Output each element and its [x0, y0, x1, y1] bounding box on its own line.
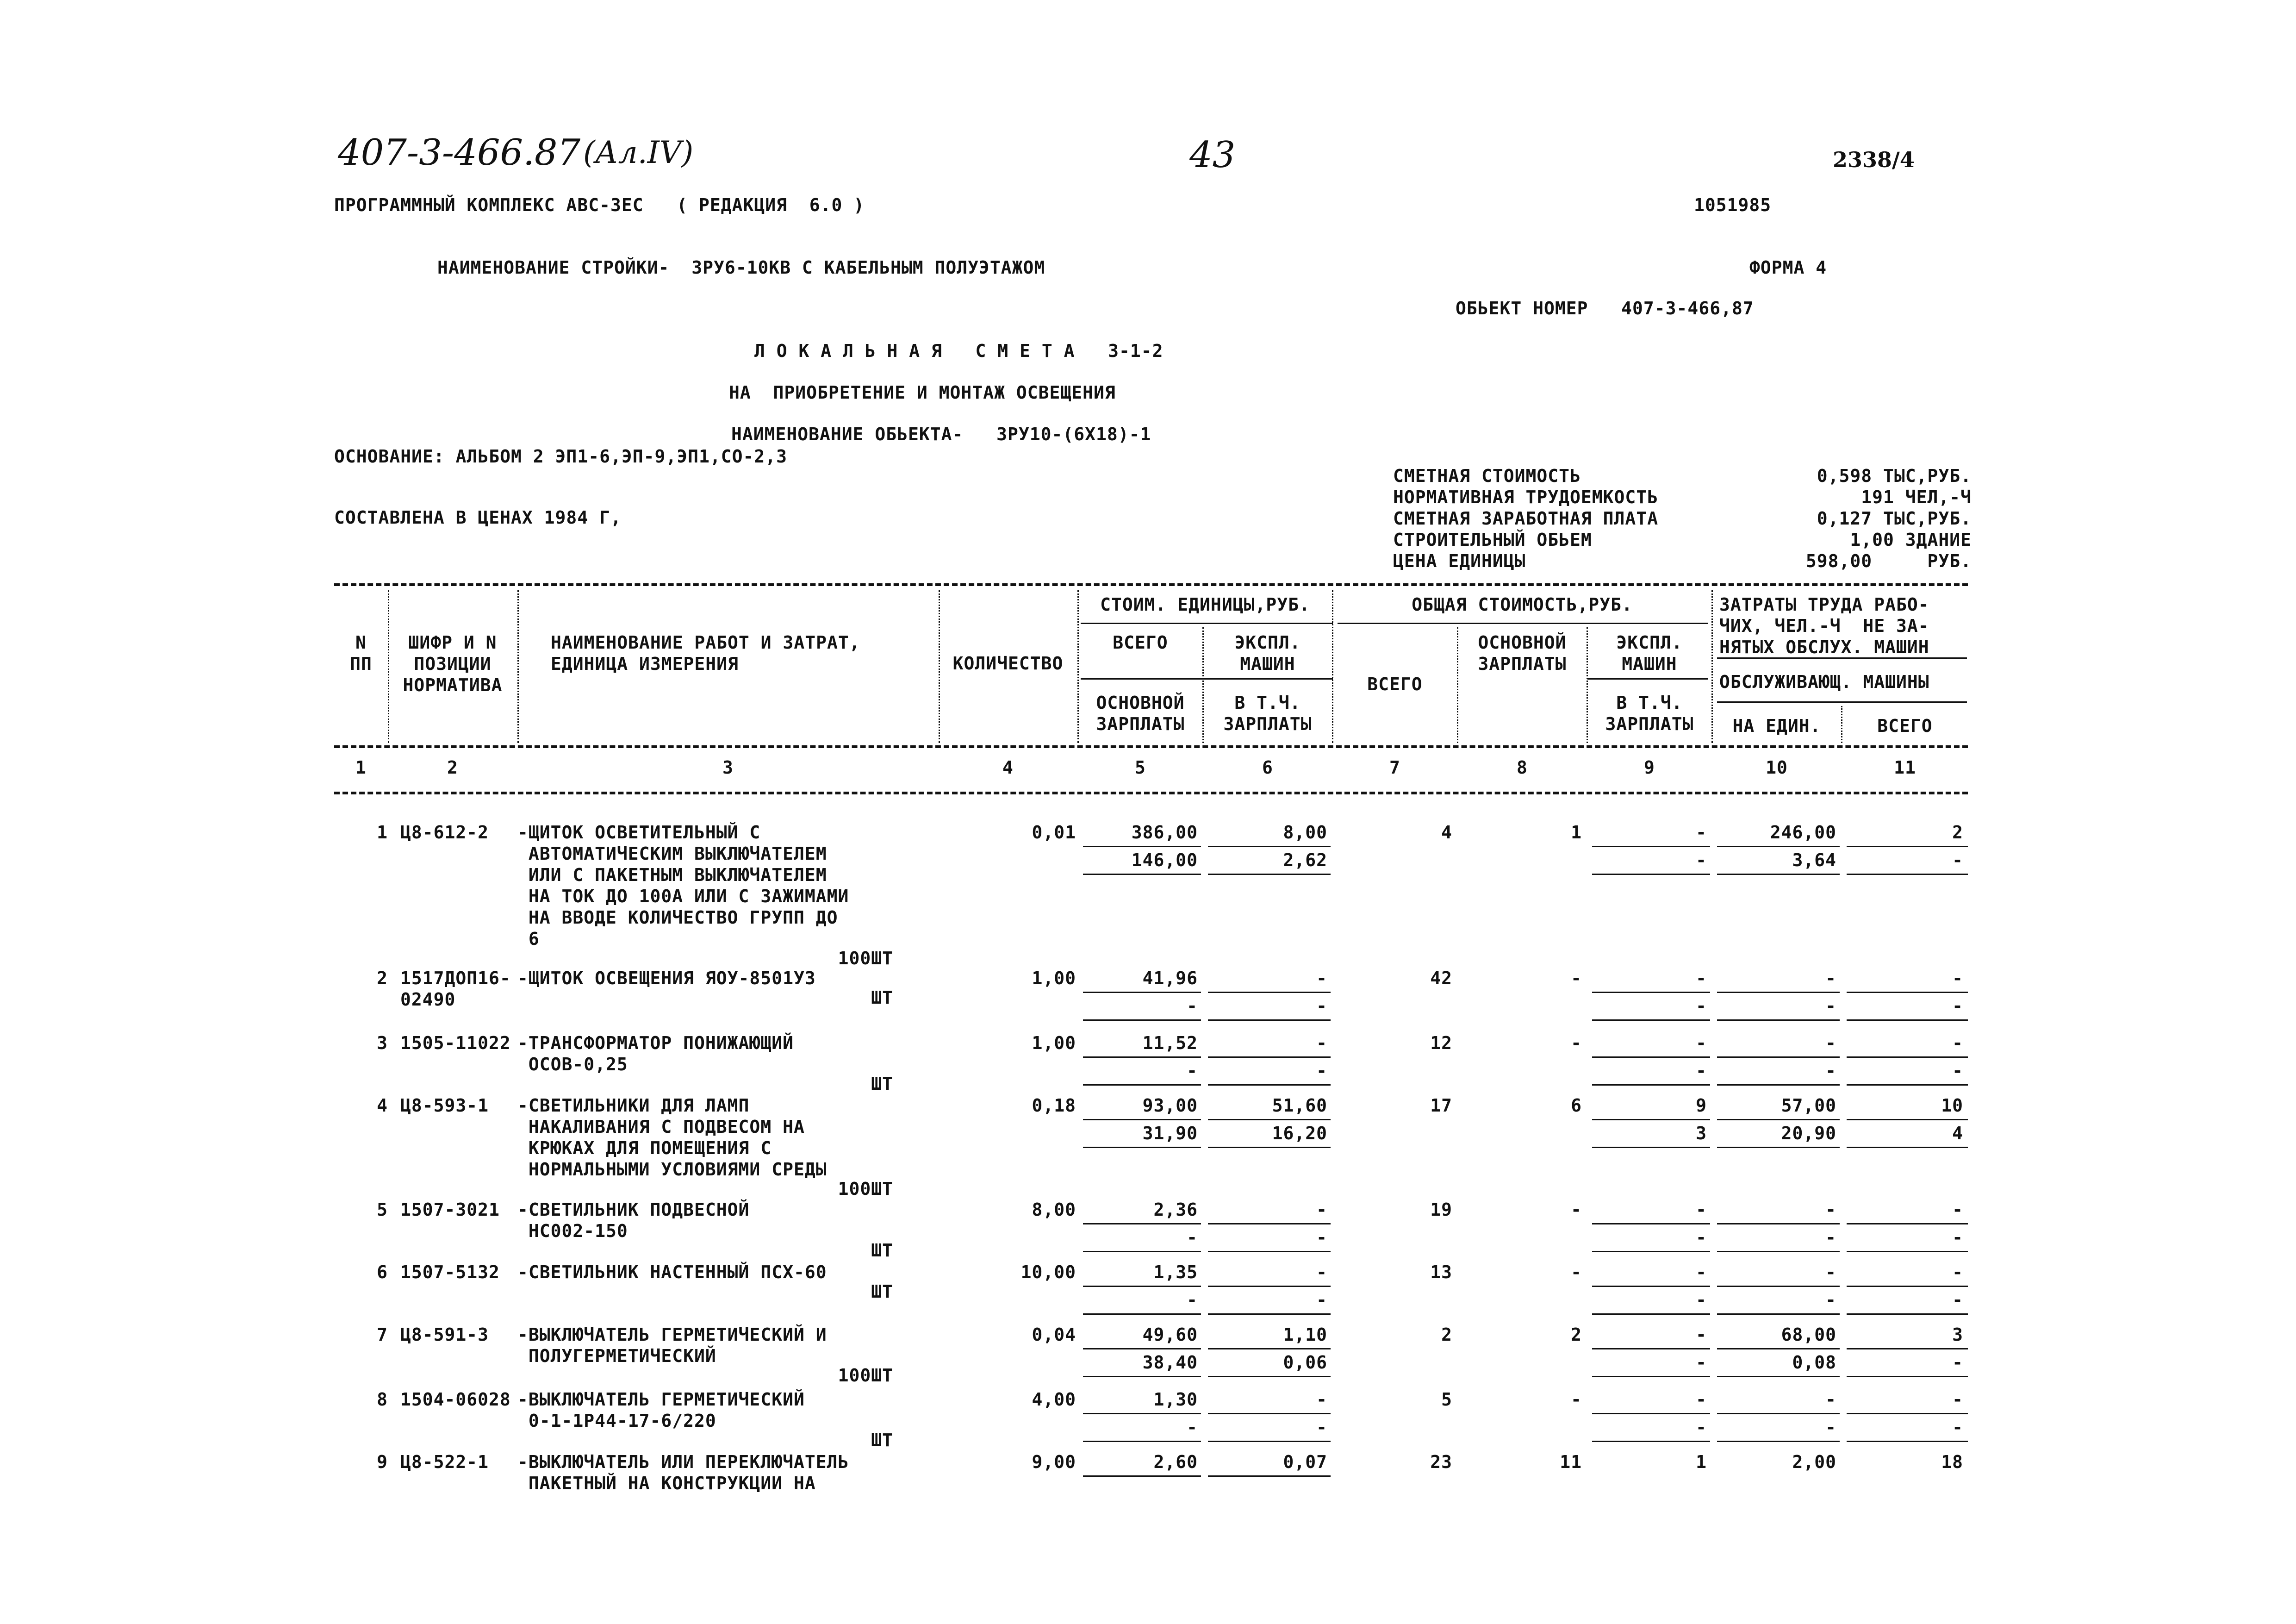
cell-rule: [1847, 846, 1968, 847]
column-number: 8: [1517, 757, 1528, 778]
album-number-handwritten: (Ал.IV): [583, 135, 694, 170]
row-description: -ТРАНСФОРМАТОР ПОНИЖАЮЩИЙ ОСОВ-0,25: [517, 1033, 794, 1074]
row-c9: -: [1696, 1262, 1707, 1282]
group-rule: [1587, 678, 1708, 680]
row-c6: -: [1316, 1389, 1327, 1410]
row-description: -ВЫКЛЮЧАТЕЛЬ ИЛИ ПЕРЕКЛЮЧАТЕЛЬ ПАКЕТНЫЙ НА КОНСТРУКЦИИ НА: [517, 1452, 849, 1493]
row-c10b: 0,08: [1792, 1352, 1836, 1373]
summary-label: НОРМАТИВНАЯ ТРУДОЕМКОСТЬ: [1393, 487, 1659, 507]
column-number: 9: [1644, 757, 1655, 778]
row-c6b: -: [1316, 1227, 1327, 1248]
row-c5b: -: [1187, 1061, 1198, 1081]
row-c8: -: [1571, 1389, 1582, 1410]
cell-rule: [1592, 1056, 1710, 1058]
header-labor-service: ОБСЛУЖИВАЮЩ. МАШИНЫ: [1719, 672, 1929, 692]
header-bottom-rule: [334, 745, 1968, 748]
row-c10: -: [1825, 1033, 1836, 1053]
summary-value: 0,127 ТЫС,РУБ.: [1817, 508, 1972, 529]
row-code: 1505-11022: [400, 1033, 511, 1053]
row-c7: 2: [1441, 1324, 1452, 1345]
header-total-all: ВСЕГО: [1367, 674, 1423, 694]
row-c5: 41,96: [1142, 968, 1198, 988]
header-col-2: ШИФР И N ПОЗИЦИИ НОРМАТИВА: [403, 632, 503, 695]
row-c10: 246,00: [1770, 822, 1836, 843]
row-number: 3: [377, 1033, 388, 1053]
cell-rule: [1717, 992, 1840, 993]
cell-rule: [1592, 1223, 1710, 1224]
column-number: 11: [1894, 757, 1916, 778]
row-quantity: 4,00: [1032, 1389, 1076, 1410]
group-rule: [1717, 701, 1967, 703]
group-rule: [1081, 623, 1333, 624]
row-code: Ц8-593-1: [400, 1095, 489, 1116]
row-c10b: -: [1825, 1227, 1836, 1248]
row-c6b: -: [1316, 996, 1327, 1016]
document-subtitle: НА ПРИОБРЕТЕНИЕ И МОНТАЖ ОСВЕЩЕНИЯ: [729, 382, 1116, 403]
cell-rule: [1083, 1147, 1201, 1148]
row-c9b: -: [1696, 996, 1707, 1016]
summary-label: СМЕТНАЯ ЗАРАБОТНАЯ ПЛАТА: [1393, 508, 1659, 529]
row-c5: 49,60: [1142, 1324, 1198, 1345]
row-number: 8: [377, 1389, 388, 1410]
row-c11: 2: [1952, 822, 1963, 843]
cell-rule: [1847, 1251, 1968, 1252]
row-c6: 1,10: [1283, 1324, 1327, 1345]
cell-rule: [1208, 1313, 1331, 1315]
header-col-1: N ПП: [350, 632, 372, 674]
row-c5: 11,52: [1142, 1033, 1198, 1053]
form-number: ФОРМА 4: [1749, 257, 1827, 278]
cell-rule: [1083, 1313, 1201, 1315]
row-c6b: -: [1316, 1290, 1327, 1310]
row-c8: 1: [1571, 822, 1582, 843]
cell-rule: [1717, 1313, 1840, 1315]
row-c11b: -: [1952, 1061, 1963, 1081]
row-c11: -: [1952, 1199, 1963, 1220]
row-c9: -: [1696, 1199, 1707, 1220]
row-unit: 100ШТ: [838, 1365, 893, 1386]
row-description: -ВЫКЛЮЧАТЕЛЬ ГЕРМЕТИЧЕСКИЙ И ПОЛУГЕРМЕТИЧЕСКИЙ: [517, 1324, 827, 1366]
row-description: -ВЫКЛЮЧАТЕЛЬ ГЕРМЕТИЧЕСКИЙ 0-1-1Р44-17-6/220: [517, 1389, 805, 1431]
row-c5b: -: [1187, 1227, 1198, 1248]
row-c9b: -: [1696, 850, 1707, 870]
row-c8: 11: [1560, 1452, 1582, 1472]
row-c6b: 2,62: [1283, 850, 1327, 870]
cell-rule: [1208, 1441, 1331, 1442]
row-c8: 2: [1571, 1324, 1582, 1345]
row-quantity: 1,00: [1032, 1033, 1076, 1053]
row-quantity: 10,00: [1020, 1262, 1076, 1282]
cell-rule: [1208, 1119, 1331, 1120]
cell-rule: [1847, 874, 1968, 875]
cell-rule: [1717, 846, 1840, 847]
summary-value: 191 ЧЕЛ,-Ч: [1861, 487, 1972, 507]
row-c11b: -: [1952, 1290, 1963, 1310]
header-labor-unit: НА ЕДИН.: [1732, 716, 1821, 736]
column-number: 5: [1135, 757, 1146, 778]
cell-rule: [1717, 1251, 1840, 1252]
cell-rule: [1592, 1084, 1710, 1086]
row-c11: -: [1952, 968, 1963, 988]
row-c10b: -: [1825, 996, 1836, 1016]
row-unit: ШТ: [871, 1074, 893, 1094]
cell-rule: [1208, 1084, 1331, 1086]
row-number: 9: [377, 1452, 388, 1472]
row-unit: ШТ: [871, 1430, 893, 1450]
cell-rule: [1847, 1119, 1968, 1120]
cell-rule: [1717, 1286, 1840, 1287]
summary-label: СТРОИТЕЛЬНЫЙ ОБЬЕМ: [1393, 530, 1592, 550]
row-c6b: 0,06: [1283, 1352, 1327, 1373]
cell-rule: [1208, 1147, 1331, 1148]
row-c5: 93,00: [1142, 1095, 1198, 1116]
row-c8: -: [1571, 1033, 1582, 1053]
row-c11b: -: [1952, 1227, 1963, 1248]
row-c5b: -: [1187, 1417, 1198, 1437]
row-c6: -: [1316, 1033, 1327, 1053]
row-c9: -: [1696, 968, 1707, 988]
row-description: -ЩИТОК ОСВЕЩЕНИЯ ЯОУ-8501УЗ: [517, 968, 816, 988]
cell-rule: [1847, 1286, 1968, 1287]
row-c5b: -: [1187, 1290, 1198, 1310]
row-code: 1507-5132: [400, 1262, 500, 1282]
row-quantity: 0,04: [1032, 1324, 1076, 1345]
row-c9: -: [1696, 1324, 1707, 1345]
row-c11: -: [1952, 1389, 1963, 1410]
cell-rule: [1208, 992, 1331, 993]
row-c9b: -: [1696, 1061, 1707, 1081]
cell-rule: [1208, 846, 1331, 847]
cell-rule: [1847, 1056, 1968, 1058]
column-number: 7: [1389, 757, 1400, 778]
cell-rule: [1208, 1475, 1331, 1477]
cell-rule: [1847, 1376, 1968, 1377]
header-total-cost: ОБЩАЯ СТОИМОСТЬ,РУБ.: [1412, 594, 1633, 615]
row-number: 2: [377, 968, 388, 988]
cell-rule: [1208, 874, 1331, 875]
row-c6b: -: [1316, 1061, 1327, 1081]
row-c10: -: [1825, 1389, 1836, 1410]
column-number: 10: [1766, 757, 1788, 778]
row-c9: 9: [1696, 1095, 1707, 1116]
cell-rule: [1717, 1223, 1840, 1224]
row-c7: 5: [1441, 1389, 1452, 1410]
cell-rule: [1717, 1084, 1840, 1086]
cell-rule: [1717, 1056, 1840, 1058]
cell-rule: [1592, 992, 1710, 993]
corner-stamp-number: 2338/4: [1833, 147, 1915, 172]
cell-rule: [1592, 1441, 1710, 1442]
row-c8: 6: [1571, 1095, 1582, 1116]
row-c10: -: [1825, 968, 1836, 988]
summary-label: СМЕТНАЯ СТОИМОСТЬ: [1393, 466, 1581, 486]
row-c8: -: [1571, 1262, 1582, 1282]
row-c5: 1,35: [1153, 1262, 1198, 1282]
header-unit-cost: СТОИМ. ЕДИНИЦЫ,РУБ.: [1100, 594, 1310, 615]
cell-rule: [1083, 1056, 1201, 1058]
cell-rule: [1847, 1348, 1968, 1349]
cell-rule: [1847, 992, 1968, 993]
cell-rule: [1592, 846, 1710, 847]
header-total-expl: ЭКСПЛ. МАШИН: [1616, 632, 1683, 674]
cell-rule: [1083, 1251, 1201, 1252]
row-c5: 386,00: [1131, 822, 1198, 843]
column-number: 2: [447, 757, 458, 778]
row-c6: -: [1316, 1199, 1327, 1220]
row-quantity: 8,00: [1032, 1199, 1076, 1220]
row-quantity: 0,18: [1032, 1095, 1076, 1116]
row-unit: ШТ: [871, 987, 893, 1008]
object-name: НАИМЕНОВАНИЕ ОБЬЕКТА- ЗРУ10-(6Х18)-1: [731, 424, 1151, 444]
row-c11: -: [1952, 1262, 1963, 1282]
cell-rule: [1717, 1147, 1840, 1148]
cell-rule: [1208, 1286, 1331, 1287]
row-code: Ц8-591-3: [400, 1324, 489, 1345]
summary-value: 0,598 ТЫС,РУБ.: [1817, 466, 1972, 486]
cell-rule: [1592, 1147, 1710, 1148]
row-c10b: 3,64: [1792, 850, 1836, 870]
row-code: 1507-3021: [400, 1199, 500, 1220]
group-rule: [1081, 678, 1333, 680]
cell-rule: [1208, 1019, 1331, 1021]
row-c9b: -: [1696, 1290, 1707, 1310]
cell-rule: [1208, 1223, 1331, 1224]
cell-rule: [1847, 1019, 1968, 1021]
cell-rule: [1083, 1348, 1201, 1349]
row-c11: -: [1952, 1033, 1963, 1053]
header-labor-total: ВСЕГО: [1877, 716, 1933, 736]
price-year-line: СОСТАВЛЕНА В ЦЕНАХ 1984 Г,: [334, 507, 622, 528]
row-description: -СВЕТИЛЬНИК НАСТЕННЫЙ ПСХ-60: [517, 1262, 827, 1282]
row-quantity: 9,00: [1032, 1452, 1076, 1472]
row-c6b: -: [1316, 1417, 1327, 1437]
row-number: 6: [377, 1262, 388, 1282]
row-c10b: 20,90: [1781, 1123, 1836, 1143]
row-c6b: 16,20: [1272, 1123, 1327, 1143]
row-c11: 10: [1941, 1095, 1963, 1116]
row-c7: 42: [1430, 968, 1452, 988]
row-unit: 100ШТ: [838, 1179, 893, 1199]
row-c5b: -: [1187, 996, 1198, 1016]
group-rule: [1338, 623, 1708, 624]
header-unit-base-wage: ОСНОВНОЙ ЗАРПЛАТЫ: [1096, 693, 1185, 734]
document-title: Л О К А Л Ь Н А Я С М Е Т А 3-1-2: [754, 341, 1164, 361]
header-unit-incl-wage: В Т.Ч. ЗАРПЛАТЫ: [1223, 693, 1312, 734]
row-c9: -: [1696, 1389, 1707, 1410]
row-c7: 17: [1430, 1095, 1452, 1116]
row-c10b: -: [1825, 1290, 1836, 1310]
row-code: 1504-06028: [400, 1389, 511, 1410]
cell-rule: [1083, 1475, 1201, 1477]
header-unit-expl: ЭКСПЛ. МАШИН: [1234, 632, 1301, 674]
cell-rule: [1083, 1441, 1201, 1442]
row-description: -СВЕТИЛЬНИКИ ДЛЯ ЛАМП НАКАЛИВАНИЯ С ПОДВЕСОМ НА КРЮКАХ ДЛЯ ПОМЕЩЕНИЯ С НОРМАЛЬНЫМИ УСЛОВИЯМИ СРЕДЫ: [517, 1095, 827, 1180]
row-code: Ц8-522-1: [400, 1452, 489, 1472]
cell-rule: [1083, 846, 1201, 847]
cell-rule: [1592, 1286, 1710, 1287]
row-c10: 68,00: [1781, 1324, 1836, 1345]
row-c6: 0,07: [1283, 1452, 1327, 1472]
row-c11b: 4: [1952, 1123, 1963, 1143]
cell-rule: [1083, 1084, 1201, 1086]
row-c11b: -: [1952, 1352, 1963, 1373]
cell-rule: [1083, 1286, 1201, 1287]
row-unit: ШТ: [871, 1240, 893, 1261]
row-number: 5: [377, 1199, 388, 1220]
header-col-4: КОЛИЧЕСТВО: [952, 653, 1064, 674]
row-c9: -: [1696, 1033, 1707, 1053]
basis-line: ОСНОВАНИЕ: АЛЬБОМ 2 ЭП1-6,ЭП-9,ЭП1,СО-2,3: [334, 446, 787, 467]
row-c10: 57,00: [1781, 1095, 1836, 1116]
cell-rule: [1847, 1413, 1968, 1414]
row-c7: 4: [1441, 822, 1452, 843]
row-c11b: -: [1952, 996, 1963, 1016]
cell-rule: [1592, 874, 1710, 875]
row-c10b: -: [1825, 1061, 1836, 1081]
cell-rule: [1717, 1019, 1840, 1021]
cell-rule: [1208, 1413, 1331, 1414]
cell-rule: [1847, 1084, 1968, 1086]
row-number: 7: [377, 1324, 388, 1345]
cell-rule: [1717, 874, 1840, 875]
header-top-rule: [334, 583, 1968, 586]
program-line: ПРОГРАММНЫЙ КОМПЛЕКС АВС-3ЕС ( РЕДАКЦИЯ 6.0 ): [334, 195, 865, 215]
cell-rule: [1592, 1348, 1710, 1349]
row-c11b: -: [1952, 1417, 1963, 1437]
row-c10: -: [1825, 1199, 1836, 1220]
document-code-handwritten: 407-3-466.87: [338, 132, 581, 174]
page-number-handwritten: 43: [1189, 134, 1236, 176]
summary-block: [1393, 465, 1972, 572]
header-total-base-wage: ОСНОВНОЙ ЗАРПЛАТЫ: [1478, 632, 1567, 674]
cell-rule: [1083, 992, 1201, 993]
header-total-incl-wage: В Т.Ч. ЗАРПЛАТЫ: [1605, 693, 1694, 734]
cell-rule: [1592, 1251, 1710, 1252]
summary-value: 1,00 ЗДАНИЕ: [1850, 530, 1972, 550]
row-c7: 23: [1430, 1452, 1452, 1472]
column-number: 3: [722, 757, 734, 778]
code-number: 1051985: [1694, 195, 1772, 215]
cell-rule: [1847, 1223, 1968, 1224]
cell-rule: [1847, 1147, 1968, 1148]
cell-rule: [1083, 1413, 1201, 1414]
row-c9: -: [1696, 822, 1707, 843]
row-c6: 51,60: [1272, 1095, 1327, 1116]
cell-rule: [1847, 1441, 1968, 1442]
cell-rule: [1208, 1348, 1331, 1349]
row-c5b: 31,90: [1142, 1123, 1198, 1143]
column-number: 6: [1262, 757, 1273, 778]
row-c5b: 146,00: [1131, 850, 1198, 870]
row-c7: 13: [1430, 1262, 1452, 1282]
header-unit-total: ВСЕГО: [1113, 632, 1168, 653]
row-c8: -: [1571, 968, 1582, 988]
cell-rule: [1717, 1441, 1840, 1442]
cell-rule: [1083, 1376, 1201, 1377]
row-unit: ШТ: [871, 1281, 893, 1302]
object-number: ОБЬЕКТ НОМЕР 407-3-466,87: [1456, 298, 1754, 319]
cell-rule: [1083, 874, 1201, 875]
row-c6: -: [1316, 968, 1327, 988]
row-c10b: -: [1825, 1417, 1836, 1437]
row-c6: -: [1316, 1262, 1327, 1282]
row-quantity: 1,00: [1032, 968, 1076, 988]
row-c9b: -: [1696, 1352, 1707, 1373]
cell-rule: [1083, 1119, 1201, 1120]
row-c9b: 3: [1696, 1123, 1707, 1143]
row-c10: -: [1825, 1262, 1836, 1282]
row-c5: 2,36: [1153, 1199, 1198, 1220]
row-unit: 100ШТ: [838, 948, 893, 968]
cell-rule: [1208, 1251, 1331, 1252]
cell-rule: [1083, 1223, 1201, 1224]
cell-rule: [1208, 1056, 1331, 1058]
row-description: -ЩИТОК ОСВЕТИТЕЛЬНЫЙ С АВТОМАТИЧЕСКИМ ВЫКЛЮЧАТЕЛЕМ ИЛИ С ПАКЕТНЫМ ВЫКЛЮЧАТЕЛЕМ НА ТОК ДО 100А ИЛИ С ЗАЖИМАМИ НА ВВОДЕ КОЛИЧЕСТВО ГРУПП ДО 6: [517, 822, 849, 949]
summary-value: 598,00 РУБ.: [1805, 551, 1972, 571]
cell-rule: [1847, 1313, 1968, 1315]
row-c5b: 38,40: [1142, 1352, 1198, 1373]
row-c8: -: [1571, 1199, 1582, 1220]
cell-rule: [1592, 1376, 1710, 1377]
row-c7: 19: [1430, 1199, 1452, 1220]
cell-rule: [1717, 1119, 1840, 1120]
cell-rule: [1717, 1376, 1840, 1377]
column-number: 1: [355, 757, 367, 778]
cell-rule: [1592, 1019, 1710, 1021]
row-description: -СВЕТИЛЬНИК ПОДВЕСНОЙ НС002-150: [517, 1199, 750, 1241]
row-c5: 2,60: [1153, 1452, 1198, 1472]
row-c10: 2,00: [1792, 1452, 1836, 1472]
row-number: 4: [377, 1095, 388, 1116]
cell-rule: [1208, 1376, 1331, 1377]
row-c11: 18: [1941, 1452, 1963, 1472]
row-quantity: 0,01: [1032, 822, 1076, 843]
cell-rule: [1592, 1413, 1710, 1414]
cell-rule: [1717, 1348, 1840, 1349]
site-name: НАИМЕНОВАНИЕ СТРОЙКИ- ЗРУ6-10КВ С КАБЕЛЬНЫМ ПОЛУЭТАЖОМ: [437, 257, 1045, 278]
summary-label: ЦЕНА ЕДИНИЦЫ: [1393, 551, 1526, 571]
row-c11: 3: [1952, 1324, 1963, 1345]
row-c7: 12: [1430, 1033, 1452, 1053]
row-code: 1517ДОП16- 02490: [400, 968, 511, 1010]
cell-rule: [1083, 1019, 1201, 1021]
cell-rule: [1592, 1313, 1710, 1315]
row-c5: 1,30: [1153, 1389, 1198, 1410]
header-numbers-rule: [334, 792, 1968, 794]
header-labor: ЗАТРАТЫ ТРУДА РАБО- ЧИХ, ЧЕЛ.-Ч НЕ ЗА- НЯТЫХ ОБСЛУХ. МАШИН: [1719, 594, 1929, 657]
row-c9b: -: [1696, 1227, 1707, 1248]
row-c9b: -: [1696, 1417, 1707, 1437]
column-number: 4: [1002, 757, 1014, 778]
row-c11b: -: [1952, 850, 1963, 870]
row-c9: 1: [1696, 1452, 1707, 1472]
row-c6: 8,00: [1283, 822, 1327, 843]
header-col-3: НАИМЕНОВАНИЕ РАБОТ И ЗАТРАТ, ЕДИНИЦА ИЗМЕРЕНИЯ: [551, 632, 860, 674]
row-number: 1: [377, 822, 388, 843]
cell-rule: [1717, 1413, 1840, 1414]
row-code: Ц8-612-2: [400, 822, 489, 843]
cell-rule: [1592, 1119, 1710, 1120]
